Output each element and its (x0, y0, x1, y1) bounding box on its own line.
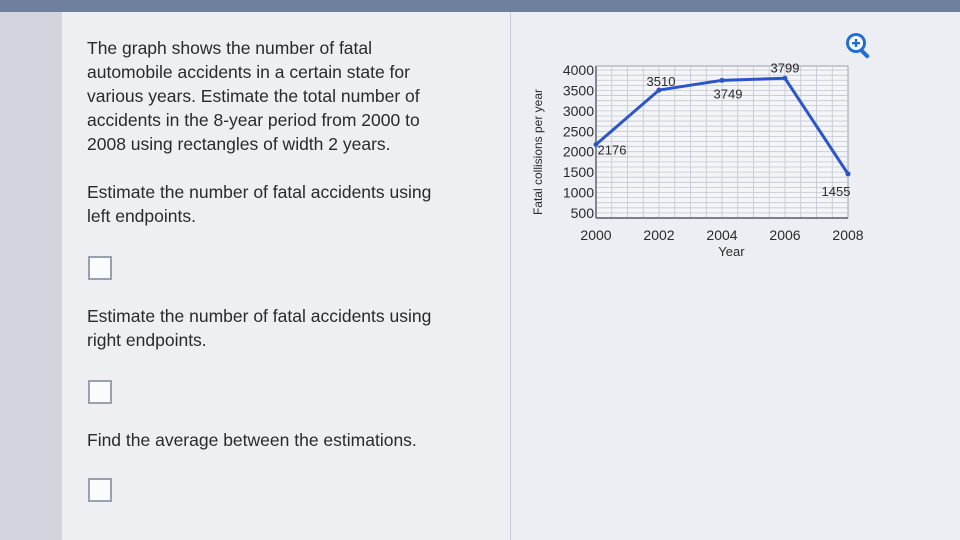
x-tick-label: 2002 (643, 227, 675, 243)
y-tick-label: 2500 (562, 123, 594, 140)
question-line: The graph shows the number of fatal (87, 38, 373, 58)
question-line: automobile accidents in a certain state for (87, 62, 410, 82)
right-endpoints-prompt (87, 304, 487, 352)
question-line: various years. Estimate the total number of (87, 86, 420, 106)
prompt-line: Estimate the number of fatal accidents using (87, 306, 432, 326)
question-line: 2008 using rectangles of width 2 years. (87, 134, 391, 154)
right-endpoints-answer-input[interactable] (88, 380, 112, 404)
x-tick-label: 2006 (769, 227, 801, 243)
data-point (783, 76, 788, 81)
x-tick-label: 2000 (580, 227, 612, 243)
data-label: 3749 (713, 86, 743, 102)
prompt-line: right endpoints. (87, 330, 207, 350)
x-tick-label: 2008 (832, 227, 864, 243)
average-answer-input[interactable] (88, 478, 112, 502)
y-tick-label: 4000 (562, 62, 594, 79)
data-point (720, 78, 725, 83)
data-label: 3799 (770, 60, 800, 76)
chart-svg (528, 52, 868, 282)
prompt-line: left endpoints. (87, 206, 196, 226)
y-tick-label: 1000 (562, 184, 594, 201)
page-margin (0, 12, 62, 540)
average-prompt (87, 428, 487, 452)
data-label: 3510 (646, 74, 676, 90)
left-endpoints-answer-input[interactable] (88, 256, 112, 280)
prompt-line: Find the average between the estimations. (87, 430, 417, 450)
data-label: 1455 (821, 183, 851, 199)
x-tick-label: 2004 (706, 227, 738, 243)
fatal-collisions-chart (528, 52, 868, 282)
data-label: 2176 (597, 142, 627, 158)
left-endpoints-prompt (87, 180, 487, 228)
top-bar (0, 0, 960, 12)
prompt-line: Estimate the number of fatal accidents using (87, 182, 432, 202)
y-tick-label: 3000 (562, 102, 594, 119)
question-line: accidents in the 8-year period from 2000 to (87, 110, 420, 130)
y-tick-label: 1500 (562, 164, 594, 181)
y-tick-label: 2000 (562, 143, 594, 160)
y-tick-label: 3500 (562, 82, 594, 99)
y-tick-label: 500 (570, 204, 594, 221)
y-axis-label: Fatal collisions per year (531, 88, 545, 216)
x-axis-label: Year (718, 244, 745, 259)
question-text (87, 36, 487, 156)
data-point (846, 171, 851, 176)
